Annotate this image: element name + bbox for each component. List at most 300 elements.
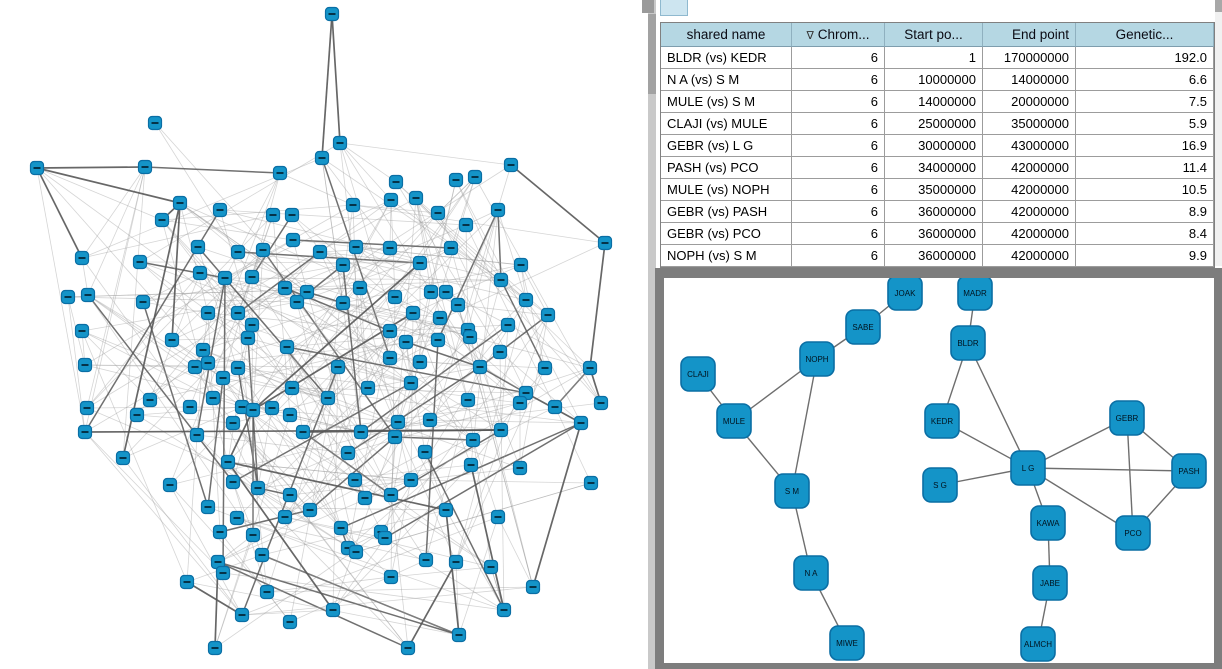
network-node-almch[interactable] (1021, 627, 1055, 661)
network-node[interactable] (297, 426, 310, 439)
node-label-mark (215, 561, 222, 563)
network-node[interactable] (314, 246, 327, 259)
network-node[interactable] (494, 346, 507, 359)
table-cell[interactable]: 170000000 (983, 47, 1076, 69)
table-cell[interactable]: 42000000 (983, 157, 1076, 179)
network-node[interactable] (474, 361, 487, 374)
network-node[interactable] (405, 474, 418, 487)
network-node[interactable] (222, 456, 235, 469)
node-label-mark (329, 13, 336, 15)
node-label-mark (137, 261, 144, 263)
network-node[interactable] (337, 259, 350, 272)
table-cell[interactable]: 6 (792, 91, 885, 113)
table-cell[interactable]: 6.6 (1076, 69, 1214, 91)
result-network-canvas-area[interactable] (664, 278, 1214, 663)
network-node[interactable] (440, 504, 453, 517)
network-node[interactable] (419, 446, 432, 459)
network-node[interactable] (350, 546, 363, 559)
network-node[interactable] (164, 479, 177, 492)
table-cell[interactable]: 6 (792, 245, 885, 267)
network-node[interactable] (392, 416, 405, 429)
table-cell[interactable]: 10.5 (1076, 179, 1214, 201)
table-cell[interactable]: 10000000 (885, 69, 983, 91)
node-label-mark (335, 366, 342, 368)
node-label-mark (405, 647, 412, 649)
network-node[interactable] (252, 482, 265, 495)
table-cell[interactable]: 1 (885, 47, 983, 69)
network-node[interactable] (384, 352, 397, 365)
node-label-mark (388, 199, 395, 201)
network-node[interactable] (410, 192, 423, 205)
table-cell[interactable]: 11.4 (1076, 157, 1214, 179)
table-cell[interactable]: PASH (vs) PCO (661, 157, 792, 179)
table-tab-chip[interactable] (660, 0, 688, 16)
node-label-mark (350, 204, 357, 206)
table-cell[interactable]: 6 (792, 47, 885, 69)
network-node[interactable] (82, 289, 95, 302)
network-node[interactable] (492, 204, 505, 217)
node-label-mark (392, 436, 399, 438)
node-label-mark (330, 609, 337, 611)
network-node[interactable] (354, 282, 367, 295)
result-network-canvas[interactable] (664, 278, 1214, 663)
network-node[interactable] (425, 286, 438, 299)
network-node[interactable] (337, 297, 350, 310)
network-node[interactable] (166, 334, 179, 347)
network-node[interactable] (460, 219, 473, 232)
table-cell[interactable]: 8.4 (1076, 223, 1214, 245)
network-node-kedr[interactable] (925, 404, 959, 438)
network-node[interactable] (247, 404, 260, 417)
table-header-row (661, 23, 1214, 47)
network-node[interactable] (197, 344, 210, 357)
node-label-mark (408, 382, 415, 384)
scrollbar-thumb[interactable] (648, 14, 656, 94)
network-node-bldr[interactable] (951, 326, 985, 360)
node-label-mark (362, 497, 369, 499)
network-node[interactable] (599, 237, 612, 250)
network-node-mule[interactable] (717, 404, 751, 438)
network-node[interactable] (402, 642, 415, 655)
network-node[interactable] (202, 357, 215, 370)
table-cell[interactable]: 20000000 (983, 91, 1076, 113)
table-cell[interactable]: 14000000 (983, 69, 1076, 91)
network-edge (280, 173, 353, 205)
network-node-lg[interactable] (1011, 451, 1045, 485)
node-label: S M (784, 487, 800, 496)
node-label-mark (205, 362, 212, 364)
network-node[interactable] (462, 394, 475, 407)
network-node[interactable] (485, 561, 498, 574)
network-node[interactable] (316, 152, 329, 165)
network-node[interactable] (174, 197, 187, 210)
node-label-mark (234, 517, 241, 519)
network-node[interactable] (355, 426, 368, 439)
network-node[interactable] (539, 362, 552, 375)
network-node[interactable] (492, 511, 505, 524)
network-node-madr[interactable] (958, 278, 992, 310)
network-node[interactable] (207, 392, 220, 405)
network-node[interactable] (304, 504, 317, 517)
network-node[interactable] (131, 409, 144, 422)
network-node[interactable] (327, 604, 340, 617)
network-node[interactable] (232, 307, 245, 320)
network-node[interactable] (326, 8, 339, 21)
network-edge (1028, 468, 1189, 471)
network-node-miwe[interactable] (830, 626, 864, 660)
network-node[interactable] (384, 242, 397, 255)
column-header-endpoint[interactable]: End point (983, 23, 1076, 47)
table-cell[interactable]: 34000000 (885, 157, 983, 179)
network-node[interactable] (286, 382, 299, 395)
node-label-mark (365, 387, 372, 389)
network-node[interactable] (495, 424, 508, 437)
network-node[interactable] (335, 522, 348, 535)
table-row[interactable] (661, 69, 1214, 91)
node-label-mark (287, 621, 294, 623)
node-label-mark (194, 434, 201, 436)
node-label-mark (317, 251, 324, 253)
table-cell[interactable]: MULE (vs) S M (661, 91, 792, 113)
network-node-jabe[interactable] (1033, 566, 1067, 600)
node-label-mark (456, 634, 463, 636)
network-edge (172, 288, 285, 340)
network-edge-dark (322, 14, 332, 158)
table-row[interactable] (661, 157, 1214, 179)
node-label-mark (270, 214, 277, 216)
node-label: ALMCH (1023, 640, 1053, 649)
network-node[interactable] (232, 362, 245, 375)
network-edge (468, 400, 491, 567)
node-label-mark (498, 429, 505, 431)
network-node[interactable] (505, 159, 518, 172)
table-cell[interactable]: 8.9 (1076, 201, 1214, 223)
network-node[interactable] (432, 207, 445, 220)
network-node[interactable] (514, 397, 527, 410)
network-node[interactable] (424, 414, 437, 427)
network-node[interactable] (400, 336, 413, 349)
network-node[interactable] (389, 291, 402, 304)
table-cell[interactable]: 7.5 (1076, 91, 1214, 113)
table-cell[interactable]: 6 (792, 69, 885, 91)
network-node[interactable] (117, 452, 130, 465)
network-node[interactable] (181, 576, 194, 589)
table-cell[interactable]: 14000000 (885, 91, 983, 113)
network-node[interactable] (256, 549, 269, 562)
network-edge (968, 343, 1028, 468)
network-node[interactable] (202, 501, 215, 514)
network-node[interactable] (192, 241, 205, 254)
network-node[interactable] (274, 167, 287, 180)
network-node[interactable] (390, 176, 403, 189)
network-edge (252, 173, 280, 277)
filter-icon[interactable]: ∇ (806, 30, 814, 42)
table-cell[interactable]: BLDR (vs) KEDR (661, 47, 792, 69)
network-node[interactable] (385, 489, 398, 502)
network-node[interactable] (385, 571, 398, 584)
network-node-pash[interactable] (1172, 454, 1206, 488)
network-node[interactable] (217, 567, 230, 580)
node-label-mark (147, 399, 154, 401)
node-label-mark (225, 461, 232, 463)
network-node[interactable] (334, 137, 347, 150)
network-node[interactable] (384, 325, 397, 338)
network-node[interactable] (76, 325, 89, 338)
table-row[interactable] (661, 179, 1214, 201)
node-label-mark (282, 287, 289, 289)
network-node[interactable] (359, 492, 372, 505)
network-node[interactable] (31, 162, 44, 175)
network-node[interactable] (246, 319, 259, 332)
network-node[interactable] (495, 274, 508, 287)
network-node[interactable] (257, 244, 270, 257)
network-node[interactable] (219, 272, 232, 285)
network-node[interactable] (515, 259, 528, 272)
network-node[interactable] (184, 401, 197, 414)
network-node[interactable] (279, 282, 292, 295)
network-node[interactable] (137, 296, 150, 309)
table-cell[interactable]: 6 (792, 201, 885, 223)
table-cell[interactable]: 6 (792, 113, 885, 135)
network-node[interactable] (434, 312, 447, 325)
table-cell[interactable]: 6 (792, 179, 885, 201)
table-row[interactable] (661, 223, 1214, 245)
table-row[interactable] (661, 201, 1214, 223)
network-node[interactable] (202, 307, 215, 320)
table-row[interactable] (661, 113, 1214, 135)
network-node[interactable] (527, 581, 540, 594)
table-cell[interactable]: 42000000 (983, 201, 1076, 223)
node-label: BLDR (957, 339, 979, 348)
network-node[interactable] (214, 526, 227, 539)
network-node[interactable] (379, 532, 392, 545)
network-node[interactable] (227, 476, 240, 489)
network-node-sg[interactable] (923, 468, 957, 502)
table-row[interactable] (661, 47, 1214, 69)
network-node[interactable] (405, 377, 418, 390)
network-node[interactable] (452, 299, 465, 312)
network-node-na[interactable] (794, 556, 828, 590)
table-cell[interactable]: 192.0 (1076, 47, 1214, 69)
network-node[interactable] (498, 604, 511, 617)
network-node[interactable] (595, 397, 608, 410)
network-node[interactable] (502, 319, 515, 332)
network-node[interactable] (407, 307, 420, 320)
network-node[interactable] (76, 252, 89, 265)
network-node[interactable] (575, 417, 588, 430)
network-node[interactable] (79, 426, 92, 439)
network-edge-dark (590, 243, 605, 368)
scrollbar-top-button[interactable] (1215, 0, 1222, 12)
network-node[interactable] (79, 359, 92, 372)
table-cell[interactable]: GEBR (vs) PASH (661, 201, 792, 223)
network-node[interactable] (246, 271, 259, 284)
network-node[interactable] (281, 341, 294, 354)
network-node[interactable] (149, 117, 162, 130)
node-label: N A (804, 569, 818, 578)
network-node[interactable] (191, 429, 204, 442)
network-node[interactable] (242, 332, 255, 345)
node-label-mark (250, 409, 257, 411)
network-node[interactable] (414, 356, 427, 369)
network-node[interactable] (287, 234, 300, 247)
column-header-genetic[interactable]: Genetic... (1076, 23, 1214, 47)
network-node[interactable] (279, 511, 292, 524)
network-node-kawa[interactable] (1031, 506, 1065, 540)
network-node[interactable] (261, 586, 274, 599)
network-node[interactable] (156, 214, 169, 227)
table-cell[interactable]: 42000000 (983, 245, 1076, 267)
table-cell[interactable]: 35000000 (885, 179, 983, 201)
network-node[interactable] (445, 242, 458, 255)
network-node-noph[interactable] (800, 342, 834, 376)
table-cell[interactable]: 43000000 (983, 135, 1076, 157)
table-cell[interactable]: 42000000 (983, 179, 1076, 201)
network-node[interactable] (267, 209, 280, 222)
table-cell[interactable]: 36000000 (885, 245, 983, 267)
network-node[interactable] (227, 417, 240, 430)
table-cell[interactable]: 16.9 (1076, 135, 1214, 157)
node-label-mark (388, 576, 395, 578)
network-node[interactable] (420, 554, 433, 567)
network-node[interactable] (542, 309, 555, 322)
network-node[interactable] (236, 609, 249, 622)
table-cell[interactable]: 6 (792, 223, 885, 245)
network-node[interactable] (440, 286, 453, 299)
node-label-mark (393, 181, 400, 183)
node-label-mark (282, 516, 289, 518)
network-node-claji[interactable] (681, 357, 715, 391)
network-node[interactable] (514, 462, 527, 475)
column-header-sharedname[interactable]: shared name (661, 23, 792, 47)
node-label-mark (269, 407, 276, 409)
network-node[interactable] (144, 394, 157, 407)
table-cell[interactable]: 5.9 (1076, 113, 1214, 135)
network-node[interactable] (62, 291, 75, 304)
network-node[interactable] (389, 431, 402, 444)
network-node[interactable] (464, 331, 477, 344)
network-node-sabe[interactable] (846, 310, 880, 344)
node-label-mark (260, 249, 267, 251)
network-node[interactable] (189, 361, 202, 374)
node-label-mark (222, 277, 229, 279)
network-node[interactable] (291, 296, 304, 309)
node-label-mark (259, 554, 266, 556)
network-node[interactable] (549, 401, 562, 414)
network-node[interactable] (585, 477, 598, 490)
network-edge (143, 273, 200, 302)
node-label-mark (403, 341, 410, 343)
node-label-mark (587, 367, 594, 369)
network-node[interactable] (349, 474, 362, 487)
column-header-chrom[interactable]: ∇ Chrom... (792, 23, 885, 47)
node-label: KAWA (1036, 519, 1060, 528)
node-label-mark (337, 142, 344, 144)
network-node[interactable] (350, 241, 363, 254)
network-node[interactable] (81, 402, 94, 415)
network-node[interactable] (194, 267, 207, 280)
network-node[interactable] (520, 294, 533, 307)
column-header-startpo[interactable]: Start po... (885, 23, 983, 47)
table-cell[interactable]: NOPH (vs) S M (661, 245, 792, 267)
table-cell[interactable]: N A (vs) S M (661, 69, 792, 91)
network-node[interactable] (453, 629, 466, 642)
network-node[interactable] (139, 161, 152, 174)
network-node[interactable] (286, 209, 299, 222)
network-node[interactable] (266, 402, 279, 415)
network-node[interactable] (284, 409, 297, 422)
network-node[interactable] (232, 246, 245, 259)
table-cell[interactable]: GEBR (vs) L G (661, 135, 792, 157)
network-node[interactable] (214, 204, 227, 217)
network-node[interactable] (284, 489, 297, 502)
network-node-gebr[interactable] (1110, 401, 1144, 435)
network-node[interactable] (469, 171, 482, 184)
node-label-mark (85, 294, 92, 296)
table-scrollbar[interactable] (1215, 0, 1222, 266)
table-cell[interactable]: MULE (vs) NOPH (661, 179, 792, 201)
network-node[interactable] (247, 529, 260, 542)
node-label-mark (79, 330, 86, 332)
network-node[interactable] (450, 174, 463, 187)
table-cell[interactable]: 36000000 (885, 223, 983, 245)
network-node[interactable] (432, 334, 445, 347)
table-cell[interactable]: 6 (792, 157, 885, 179)
network-edge (297, 165, 511, 302)
network-node[interactable] (450, 556, 463, 569)
table-cell[interactable]: 36000000 (885, 201, 983, 223)
table-cell[interactable]: 30000000 (885, 135, 983, 157)
network-node[interactable] (332, 361, 345, 374)
node-label-mark (387, 247, 394, 249)
node-label-mark (325, 397, 332, 399)
node-label-mark (294, 301, 301, 303)
network-node[interactable] (414, 257, 427, 270)
table-cell[interactable]: 42000000 (983, 223, 1076, 245)
table-cell[interactable]: 25000000 (885, 113, 983, 135)
network-node[interactable] (467, 434, 480, 447)
table-cell[interactable]: 35000000 (983, 113, 1076, 135)
network-node[interactable] (217, 372, 230, 385)
network-node[interactable] (209, 642, 222, 655)
table-row[interactable] (661, 135, 1214, 157)
network-node[interactable] (284, 616, 297, 629)
network-node[interactable] (322, 392, 335, 405)
table-cell[interactable]: 6 (792, 135, 885, 157)
node-label-mark (167, 484, 174, 486)
table-cell[interactable]: CLAJI (vs) MULE (661, 113, 792, 135)
table-row[interactable] (661, 245, 1214, 267)
table-cell[interactable]: 9.9 (1076, 245, 1214, 267)
network-node[interactable] (465, 459, 478, 472)
node-label-mark (277, 172, 284, 174)
network-node[interactable] (134, 256, 147, 269)
network-node[interactable] (362, 382, 375, 395)
table-cell[interactable]: GEBR (vs) PCO (661, 223, 792, 245)
network-node[interactable] (347, 199, 360, 212)
network-node[interactable] (584, 362, 597, 375)
network-node-sm[interactable] (775, 474, 809, 508)
node-label: KEDR (930, 417, 954, 426)
network-node-pco[interactable] (1116, 516, 1150, 550)
node-label-mark (508, 164, 515, 166)
network-node[interactable] (385, 194, 398, 207)
node-label-mark (245, 337, 252, 339)
network-node[interactable] (231, 512, 244, 525)
network-node[interactable] (342, 447, 355, 460)
table-row[interactable] (661, 91, 1214, 113)
network-node-joak[interactable] (888, 278, 922, 310)
